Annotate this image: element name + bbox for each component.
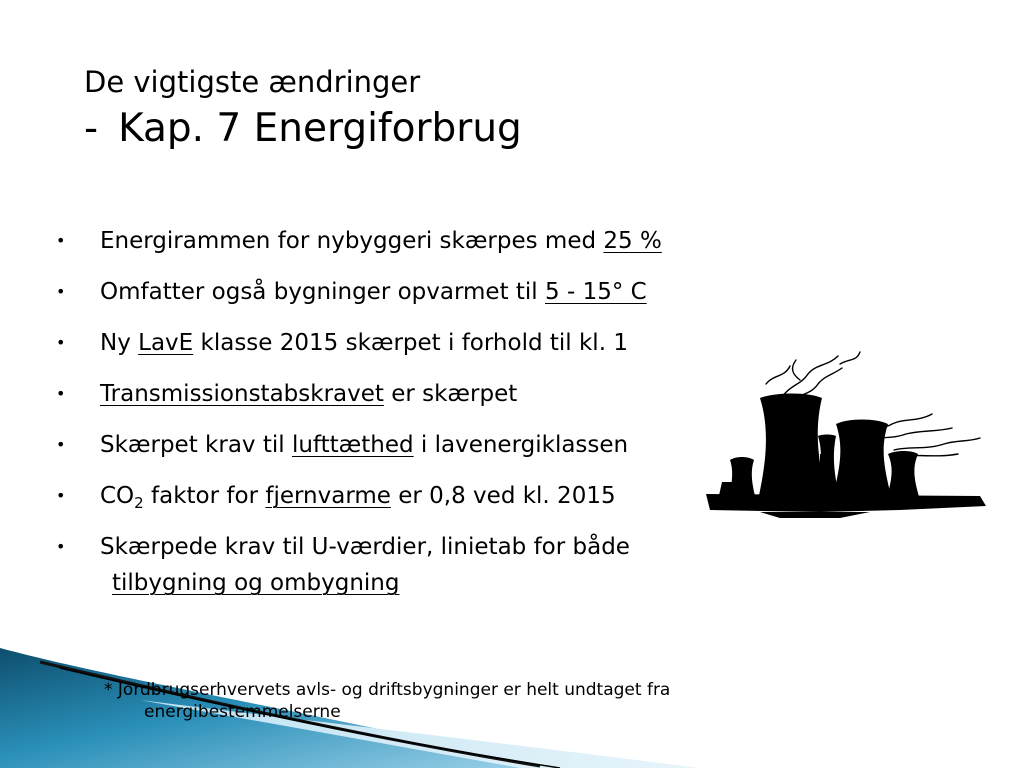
footnote-line2: energibestemmelserne [144, 702, 341, 722]
subscript-2: 2 [134, 494, 144, 512]
footnote [104, 679, 670, 723]
underlined-term: LavE [138, 330, 194, 356]
bullet-text: Omfatter også bygninger opvarmet til 5 - 15° C [100, 279, 647, 305]
bullet-icon: • [56, 384, 66, 403]
bullet-icon: • [56, 333, 66, 352]
title-block [84, 62, 522, 154]
underlined-term: 25 % [603, 228, 662, 254]
bullet-icon: • [56, 435, 66, 454]
underlined-term: lufttæthed [291, 432, 414, 458]
underlined-term: fjernvarme [265, 483, 391, 509]
bullet-text: Transmissionstabskravet er skærpet [100, 381, 518, 407]
title-dash: - [84, 106, 99, 151]
slide-subtitle: De vigtigste ændringer [84, 65, 421, 99]
bullet-icon: • [56, 537, 66, 556]
power-plant-icon [700, 344, 990, 520]
bullet-text: Skærpet krav til lufttæthed i lavenergiklassen [100, 432, 629, 458]
bullet-text: Ny LavE klasse 2015 skærpet i forhold til kl. 1 [100, 330, 628, 356]
underlined-term: Transmissionstabskravet [100, 381, 384, 407]
bullet-text: Energirammen for nybyggeri skærpes med 25 % [100, 228, 662, 254]
bullet-icon: • [56, 282, 66, 301]
underlined-term: 5 - 15° C [545, 279, 647, 305]
underlined-term: tilbygning og ombygning [112, 570, 400, 596]
slide-title: Kap. 7 Energiforbrug [118, 106, 522, 151]
slide-title-row [84, 104, 522, 154]
bullet-text: $CO_2$ faktor for fjernvarme er 0,8 ved kl. 2015 [100, 483, 616, 512]
footnote-line1: * Jordbrugserhvervets avls- og driftsbygninger er helt undtaget fra [104, 680, 671, 700]
bullet-icon: • [56, 231, 66, 250]
bullet-text: Skærpede krav til U-værdier, linietab for både [100, 534, 630, 560]
bullet-icon: • [56, 486, 66, 505]
